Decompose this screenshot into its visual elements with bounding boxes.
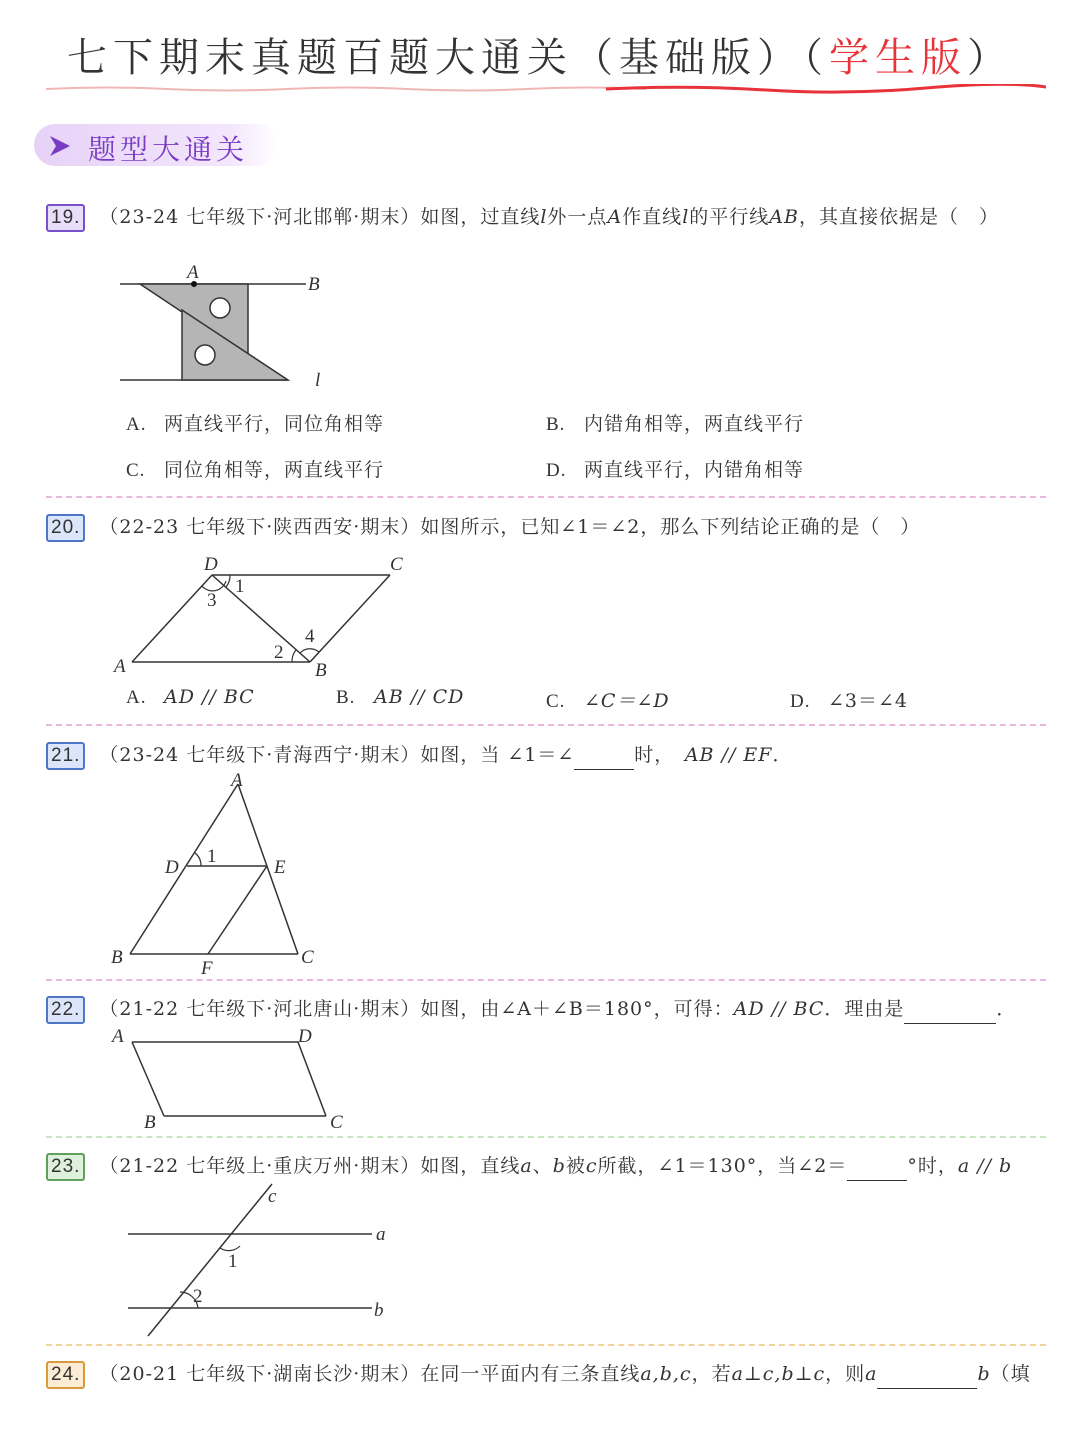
question-source: （22-23 七年级下·陕西西安·期末） [99,516,421,538]
title-underline [46,84,1046,94]
option-text: 内错角相等，两直线平行 [584,413,805,435]
option-key: C. [126,460,146,481]
option-text: 两直线平行，内错角相等 [584,459,805,481]
question-19 [46,203,1046,232]
option-key: D. [790,691,811,712]
option-text: ∠C＝∠D [584,690,670,712]
option-text: 同位角相等，两直线平行 [164,459,385,481]
divider [46,979,1046,981]
divider [46,724,1046,726]
var: l [682,206,690,228]
option-text: 两直线平行，同位角相等 [164,413,385,435]
var: AB [769,206,799,228]
answer-blank[interactable] [847,1160,907,1181]
label-A: A [114,656,126,677]
var: b [552,1155,566,1177]
question-20 [46,513,1046,542]
option-key: B. [336,687,356,708]
question-number: 22. [46,996,85,1024]
label-B: B [111,947,123,968]
question-source: （21-22 七年级上·重庆万州·期末） [99,1155,421,1177]
section-banner [34,124,278,166]
title-main: 七下期末真题百题大通关（基础版） [67,35,803,81]
label-A: A [112,1026,124,1047]
option-A[interactable] [126,686,255,709]
title-highlight: 学生版 [829,35,967,81]
label-C: C [330,1112,343,1133]
label-B: B [308,274,320,295]
question-text: 、 [532,1155,553,1177]
label-C: C [390,554,403,575]
question-text: 时， [634,744,665,766]
question-text: 外一点 [547,206,608,228]
option-key: D. [546,460,567,481]
title-highlight-open: （ [803,35,829,81]
option-D[interactable] [546,455,804,482]
label-C: C [301,947,314,968]
option-C[interactable] [546,686,670,713]
option-key: B. [546,414,566,435]
var: b [977,1363,991,1385]
label-1: 1 [228,1251,238,1272]
question-source: （23-24 七年级下·青海西宁·期末） [99,744,421,766]
option-B[interactable] [336,686,464,709]
label-E: E [274,857,286,878]
question-text: （填 [990,1363,1031,1385]
question-text: ，其直接依据是（ ） [798,206,999,228]
question-text: 如图所示，已知∠1＝∠2，那么下列结论正确的是（ ） [420,516,921,538]
option-D[interactable] [790,686,908,713]
label-2: 2 [193,1286,203,1307]
section-label: 题型大通关 [88,133,249,166]
question-text: 所截，∠1＝130°，当∠2＝ [597,1155,848,1177]
question-number: 20. [46,514,85,542]
question-text: 作直线 [622,206,683,228]
question-source: （23-24 七年级下·河北邯郸·期末） [99,206,421,228]
figure-23 [118,1178,408,1340]
divider [46,496,1046,498]
question-number: 24. [46,1361,85,1389]
var: a [865,1363,878,1385]
question-text: 如图，由∠A＋∠B＝180°，可得： [420,998,734,1020]
option-key: A. [126,687,147,708]
label-1: 1 [235,576,245,597]
arrow-icon [48,134,72,158]
question-text: 如图，当 ∠1＝∠ [420,744,575,766]
question-source: （20-21 七年级下·湖南长沙·期末） [99,1363,421,1385]
question-text: 的平行线 [689,206,770,228]
question-text: ，则 [825,1363,866,1385]
label-2: 2 [274,642,284,663]
option-text: ∠3＝∠4 [828,690,909,712]
label-1: 1 [207,846,217,867]
question-22: 22. （21-22 七年级下·河北唐山·期末）如图，由∠A＋∠B＝180°，可得：AD // BC．理由是 ． [46,995,1046,1024]
label-a: a [376,1224,386,1245]
question-text: 在同一平面内有三条直线 [420,1363,641,1385]
answer-blank[interactable] [574,749,634,770]
var: l [540,206,548,228]
label-B: B [315,660,327,681]
answer-blank[interactable] [904,1003,996,1024]
option-text: AB // CD [374,686,465,708]
question-number: 23. [46,1153,85,1181]
label-F: F [201,958,213,979]
question-number: 19. [46,204,85,232]
title-highlight-close: ） [967,35,1013,81]
label-D: D [204,554,218,575]
question-text: 如图，直线 [420,1155,521,1177]
var: a⊥c,b⊥c [731,1363,826,1385]
label-B: B [144,1112,156,1133]
question-text: AD // BC [733,998,825,1020]
var: A [607,206,623,228]
label-A: A [187,262,199,283]
question-source: （21-22 七年级下·河北唐山·期末） [99,998,421,1020]
label-D: D [165,857,179,878]
question-text: °时， [907,1155,958,1177]
option-key: C. [546,691,566,712]
option-key: A. [126,414,147,435]
question-text: 如图，过直线 [420,206,541,228]
var: a // b [957,1155,1013,1177]
figure-21 [108,770,328,979]
question-text: ．理由是 [824,998,905,1020]
label-b: b [374,1300,384,1321]
divider [46,1344,1046,1346]
option-C[interactable] [126,455,384,482]
figure-22 [108,1022,358,1132]
question-24 [46,1360,1046,1389]
question-21: 21. （23-24 七年级下·青海西宁·期末）如图，当 ∠1＝∠ 时， AB // EF． [46,741,1046,770]
figure-20 [110,550,420,680]
var: a,b,c [640,1363,692,1385]
option-text: AD // BC [164,686,255,708]
page-title [0,26,1080,83]
label-c: c [268,1186,277,1207]
question-text: ，若 [691,1363,732,1385]
question-text: AB // EF [684,744,773,766]
label-l: l [315,370,321,391]
label-D: D [298,1026,312,1047]
divider [46,1136,1046,1138]
question-number: 21. [46,742,85,770]
figure-19 [110,260,340,395]
label-A: A [231,770,243,791]
var: a [520,1155,533,1177]
question-23 [46,1152,1046,1181]
question-text: 被 [565,1155,586,1177]
label-3: 3 [207,590,217,611]
var: c [585,1155,598,1177]
option-A[interactable] [126,409,384,436]
label-4: 4 [305,626,315,647]
option-B[interactable] [546,409,804,436]
answer-blank[interactable] [877,1368,977,1389]
